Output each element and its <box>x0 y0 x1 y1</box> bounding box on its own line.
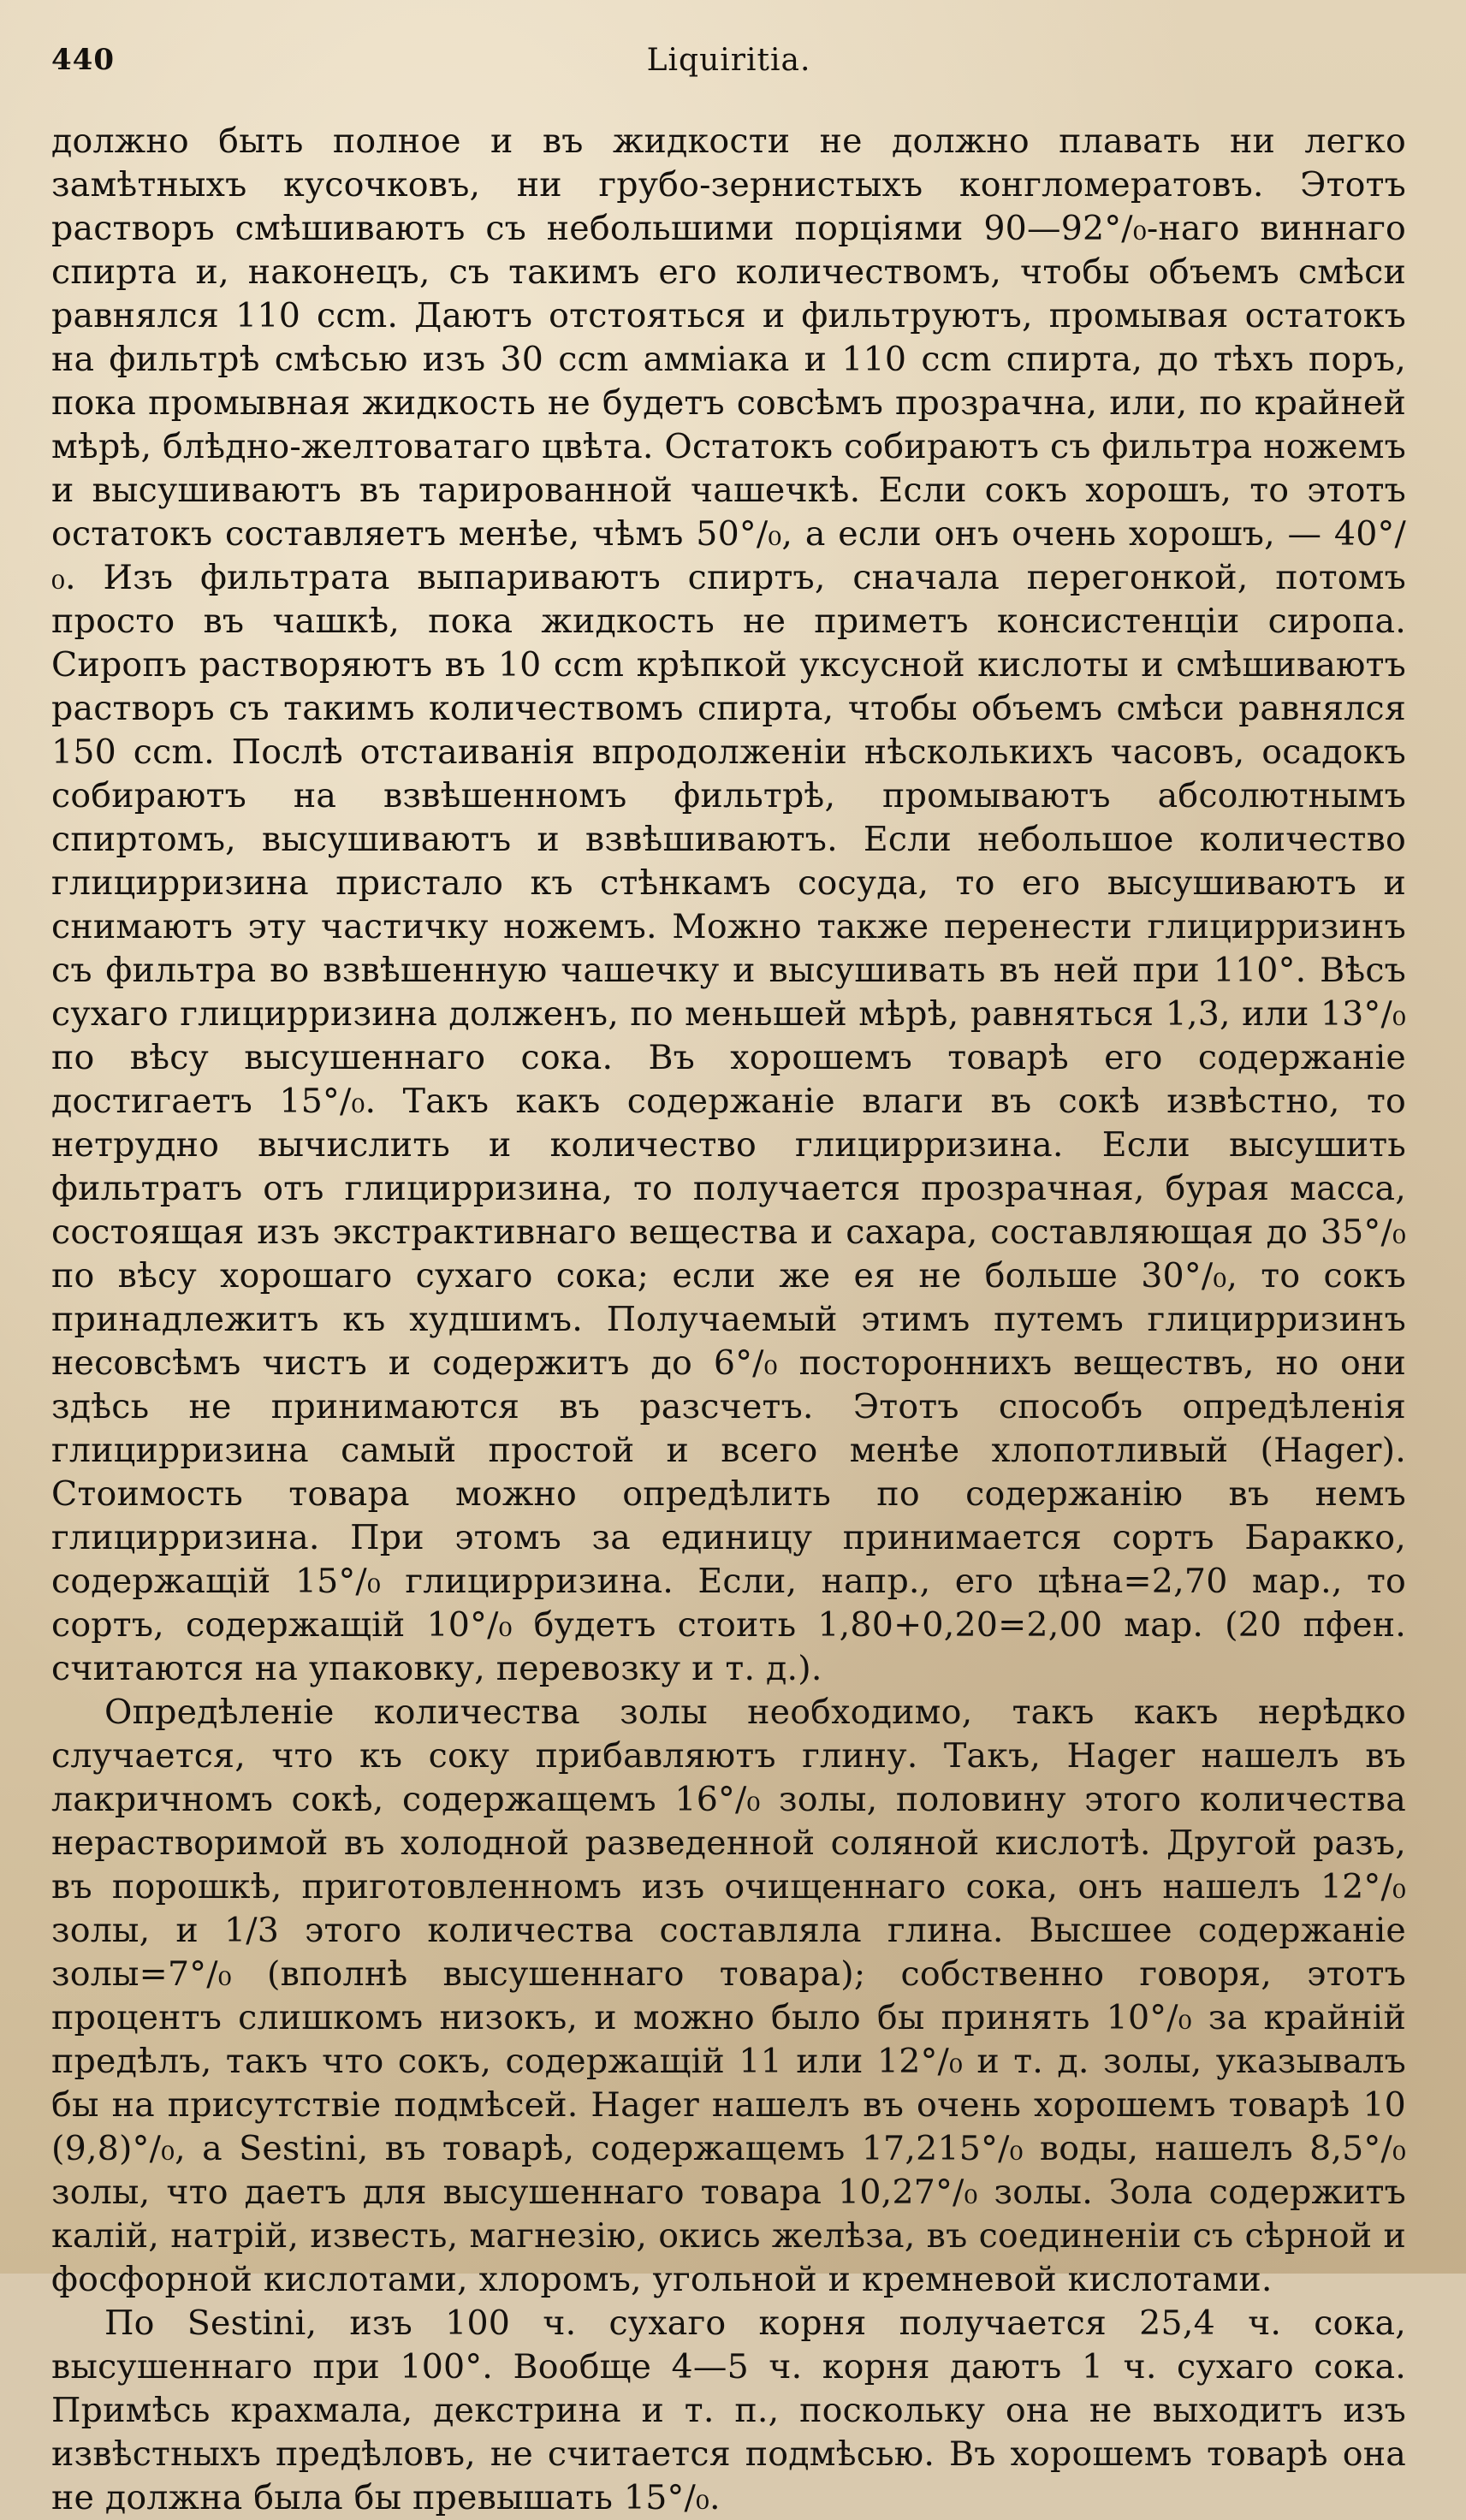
body-text <box>51 120 1406 2520</box>
running-head: Liquiritia. <box>646 43 811 78</box>
paragraph-2: Опредѣленіе количества золы необходимо, такъ какъ нерѣдко случается, что къ соку прибавляютъ глину. Такъ, Hager нашелъ въ лакричномъ сокѣ, содержащемъ 16°/₀ золы, половину этого количества нерастворимой въ холодной разведенной соляной кислотѣ. Другой разъ, въ порошкѣ, приготовленномъ изъ очищеннаго сока, онъ нашелъ 12°/₀ золы, и 1/3 этого количества составляла глина. Высшее содержаніе золы=7°/₀ (вполнѣ высушеннаго товара); собственно говоря, этотъ процентъ слишкомъ низокъ, и можно было бы принять 10°/₀ за крайній предѣлъ, такъ что сокъ, содержащій 11 или 12°/₀ и т. д. золы, указывалъ бы на присутствіе подмѣсей. Hager нашелъ въ очень хорошемъ товарѣ 10 (9,8)°/₀, а Sestini, въ товарѣ, содержащемъ 17,215°/₀ воды, нашелъ 8,5°/₀ золы, что даетъ для высушеннаго товара 10,27°/₀ золы. Зола содержитъ калій, натрій, известь, магнезію, окись желѣза, въ соединеніи съ сѣрной и фосфорной кислотами, хлоромъ, угольной и кремневой кислотами. <box>51 1693 1406 2299</box>
page-header <box>51 26 1406 86</box>
paragraph-1: должно быть полное и въ жидкости не должно плавать ни легко замѣтныхъ кусочковъ, ни грубо-зернистыхъ конгломератовъ. Этотъ растворъ смѣшиваютъ съ небольшими порціями 90—92°/₀-наго виннаго спирта и, наконецъ, съ такимъ его количествомъ, чтобы объемъ смѣси равнялся 110 ccm. Даютъ отстояться и фильтруютъ, промывая остатокъ на фильтрѣ смѣсью изъ 30 ccm амміака и 110 ccm спирта, до тѣхъ поръ, пока промывная жидкость не будетъ совсѣмъ прозрачна, или, по крайней мѣрѣ, блѣдно-желтоватаго цвѣта. Остатокъ собираютъ съ фильтра ножемъ и высушиваютъ въ тарированной чашечкѣ. Если сокъ хорошъ, то этотъ остатокъ составляетъ менѣе, чѣмъ 50°/₀, а если онъ очень хорошъ, — 40°/₀. Изъ фильтрата выпариваютъ спиртъ, сначала перегонкой, потомъ просто въ чашкѣ, пока жидкость не приметъ консистенціи сиропа. Сиропъ растворяютъ въ 10 ccm крѣпкой уксусной кислоты и смѣшиваютъ растворъ съ такимъ количествомъ спирта, чтобы объемъ смѣси равнялся 150 ccm. Послѣ отстаиванія впродолженіи нѣсколькихъ часовъ, осадокъ собираютъ на взвѣшенномъ фильтрѣ, промываютъ абсолютнымъ спиртомъ, высушиваютъ и взвѣшиваютъ. Если небольшое количество глицирризина пристало къ стѣнкамъ сосуда, то его высушиваютъ и снимаютъ эту частичку ножемъ. Можно также перенести глицирризинъ съ фильтра во взвѣшенную чашечку и высушивать въ ней при 110°. Вѣсъ сухаго глицирризина долженъ, по меньшей мѣрѣ, равняться 1,3, или 13°/₀ по вѣсу высушеннаго сока. Въ хорошемъ товарѣ его содержаніе достигаетъ 15°/₀. Такъ какъ содержаніе влаги въ сокѣ извѣстно, то нетрудно вычислить и количество глицирризина. Если высушить фильтратъ отъ глицирризина, то получается прозрачная, бурая масса, состоящая изъ экстрактивнаго вещества и сахара, составляющая до 35°/₀ по вѣсу хорошаго сухаго сока; если же ея не больше 30°/₀, то сокъ принадлежитъ къ худшимъ. Получаемый этимъ путемъ глицирризинъ несовсѣмъ чистъ и содержитъ до 6°/₀ постороннихъ веществъ, но они здѣсь не принимаются въ разсчетъ. Этотъ способъ опредѣленія глицирризина самый простой и всего менѣе хлопотливый (Hager). Стоимость товара можно опредѣлить по содержанію въ немъ глицирризина. При этомъ за единицу принимается сортъ Баракко, содержащій 15°/₀ глицирризина. Если, напр., его цѣна=2,70 мар., то сортъ, содержащій 10°/₀ будетъ стоить 1,80+0,20=2,00 мар. (20 пфен. считаются на упаковку, перевозку и т. д.). <box>51 122 1406 1688</box>
paragraph-3: По Sestini, изъ 100 ч. сухаго корня получается 25,4 ч. сока, высушеннаго при 100°. Вообще 4—5 ч. корня даютъ 1 ч. сухаго сока. Примѣсь крахмала, декстрина и т. п., поскольку она не выходитъ изъ извѣстныхъ предѣловъ, не считается подмѣсью. Въ хорошемъ товарѣ она не должна была бы превышать 15°/₀. <box>51 2304 1406 2517</box>
page-number: 440 <box>51 43 115 77</box>
